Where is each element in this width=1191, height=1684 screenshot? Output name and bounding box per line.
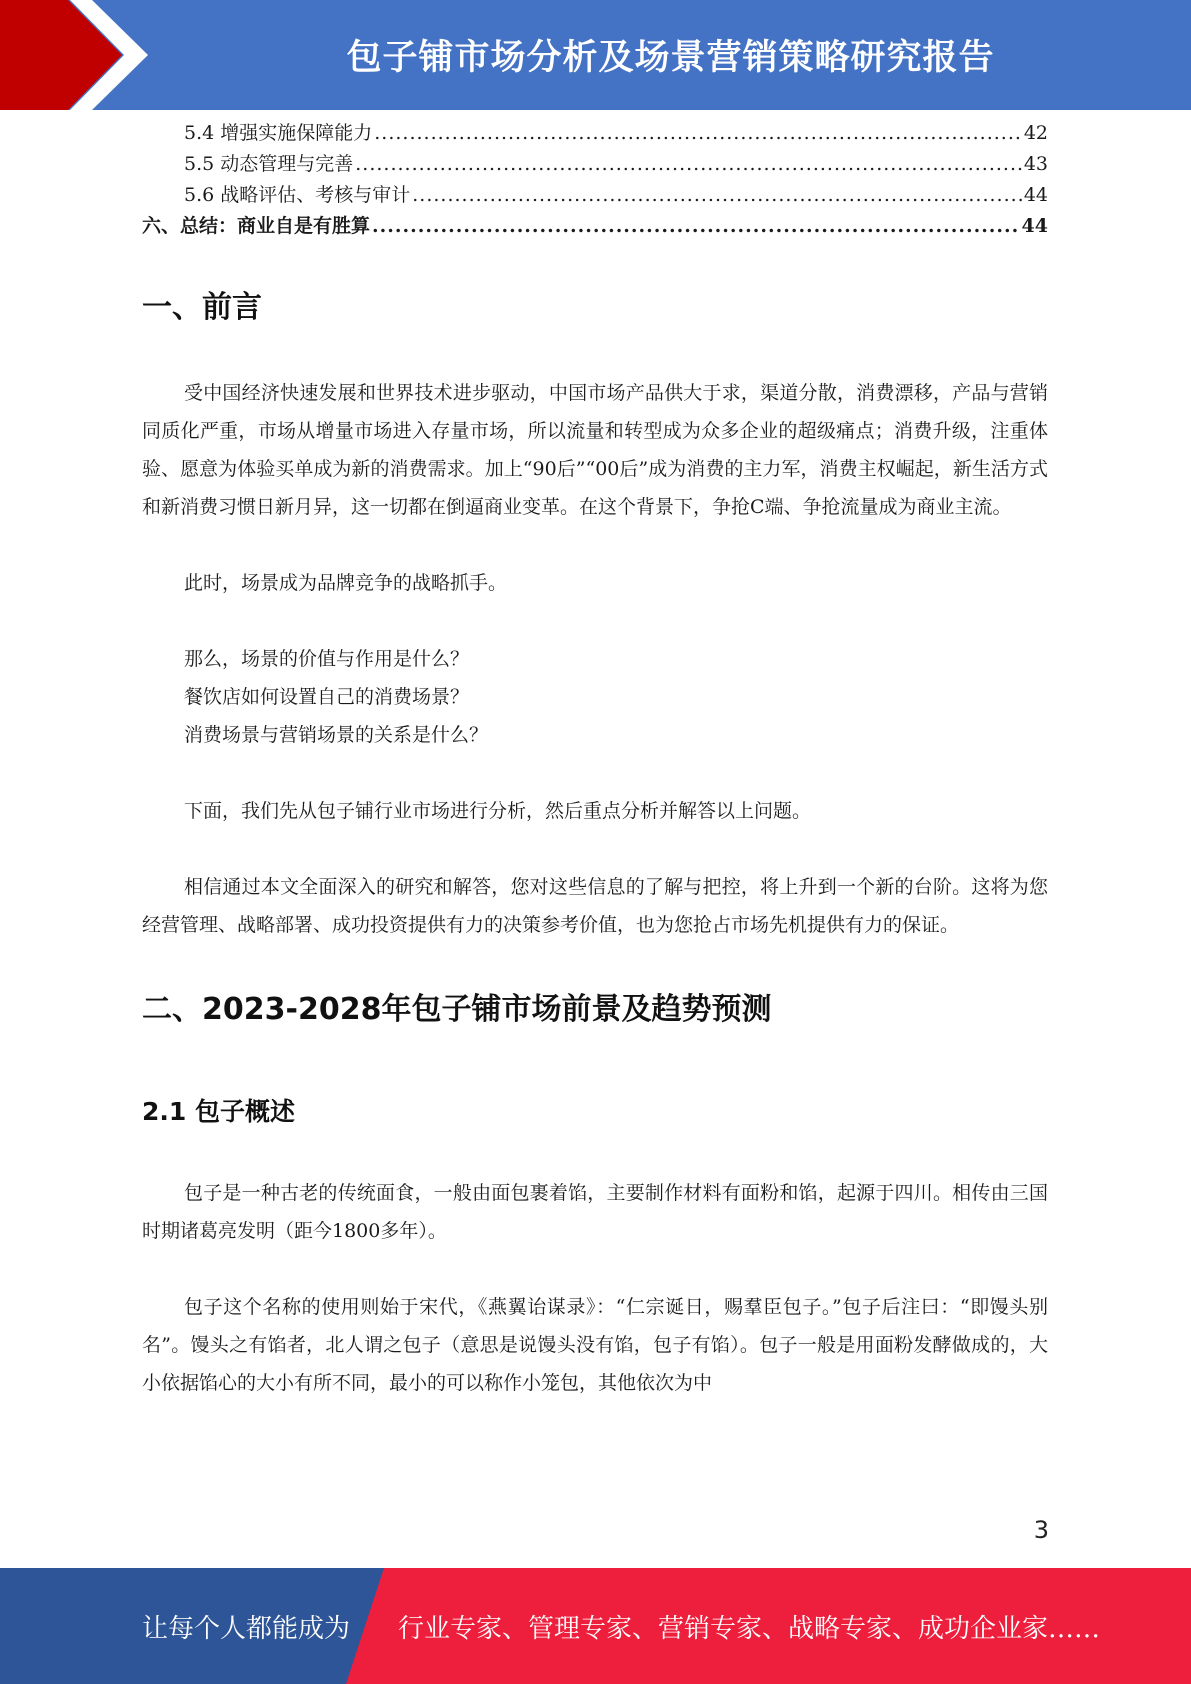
question-item: 那么，场景的价值与作用是什么？ bbox=[184, 648, 470, 670]
toc-dot-leader bbox=[372, 211, 1020, 242]
paragraph: 包子是一种古老的传统面食，一般由面包裹着馅，主要制作材料有面粉和馅，起源于四川。相传由三国时期诸葛亮发明（距今1800多年）。 bbox=[142, 1182, 1048, 1242]
toc-item-label: 5.4 增强实施保障能力 bbox=[184, 122, 373, 144]
page-header bbox=[0, 0, 1191, 110]
toc-dot-leader bbox=[355, 149, 1022, 180]
toc-item[interactable] bbox=[142, 180, 1048, 211]
paragraph: 包子这个名称的使用则始于宋代，《燕翼诒谋录》：“仁宗诞日，赐羣臣包子。”包子后注曰：“即馒头别名”。馒头之有馅者，北人谓之包子（意思是说馒头没有馅，包子有馅）。包子一般是用面粉发酵做成的，大小依据馅心的大小有所不同，最小的可以称作小笼包，其他依次为中 bbox=[142, 1296, 1048, 1394]
toc-item-page: 44 bbox=[1021, 215, 1048, 237]
toc-dot-leader bbox=[374, 118, 1022, 149]
question-item: 消费场景与营销场景的关系是什么？ bbox=[184, 724, 489, 746]
paragraph: 受中国经济快速发展和世界技术进步驱动，中国市场产品供大于求，渠道分散，消费漂移，产品与营销同质化严重，市场从增量市场进入存量市场，所以流量和转型成为众多企业的超级痛点；消费升级，注重体验、愿意为体验买单成为新的消费需求。加上“90后”“00后”成为消费的主力军，消费主权崛起，新生活方式和新消费习惯日新月异，这一切都在倒逼商业变革。在这个背景下，争抢C端、争抢流量成为商业主流。 bbox=[142, 382, 1048, 518]
toc-dot-leader bbox=[412, 180, 1022, 211]
toc-item-label: 5.5 动态管理与完善 bbox=[184, 153, 354, 175]
toc-item-page: 43 bbox=[1023, 153, 1048, 175]
header-title: 包子铺市场分析及场景营销策略研究报告 bbox=[346, 38, 995, 78]
toc-item-page: 44 bbox=[1023, 184, 1048, 206]
toc-item[interactable] bbox=[142, 211, 1048, 242]
paragraph: 此时，场景成为品牌竞争的战略抓手。 bbox=[184, 572, 508, 594]
toc-item-label: 六、总结：商业自是有胜算 bbox=[142, 215, 371, 237]
paragraph: 下面，我们先从包子铺行业市场进行分析，然后重点分析并解答以上问题。 bbox=[184, 800, 812, 822]
page-number: 3 bbox=[1033, 1516, 1049, 1544]
footer-slogan-left: 让每个人都能成为 bbox=[142, 1613, 351, 1644]
footer-slogan-right: 行业专家、管理专家、营销专家、战略专家、成功企业家…… bbox=[398, 1613, 1101, 1644]
toc-item[interactable] bbox=[142, 149, 1048, 180]
page-footer bbox=[0, 1568, 1191, 1684]
toc-item-page: 42 bbox=[1023, 122, 1048, 144]
paragraph: 相信通过本文全面深入的研究和解答，您对这些信息的了解与把控，将上升到一个新的台阶。这将为您经营管理、战略部署、成功投资提供有力的决策参考价值，也为您抢占市场先机提供有力的保证。 bbox=[142, 876, 1048, 936]
section-heading-preface: 一、前言 bbox=[142, 290, 262, 325]
question-list bbox=[142, 640, 1048, 754]
question-item: 餐饮店如何设置自己的消费场景？ bbox=[184, 686, 470, 708]
toc-item-label: 5.6 战略评估、考核与审计 bbox=[184, 184, 411, 206]
header-chevron-decoration bbox=[0, 0, 160, 110]
section-heading-market-forecast: 二、2023-2028年包子铺市场前景及趋势预测 bbox=[142, 992, 772, 1027]
table-of-contents bbox=[142, 118, 1048, 242]
document-body bbox=[142, 118, 1048, 1402]
subsection-heading-overview: 2.1 包子概述 bbox=[142, 1097, 295, 1126]
toc-item[interactable] bbox=[142, 118, 1048, 149]
